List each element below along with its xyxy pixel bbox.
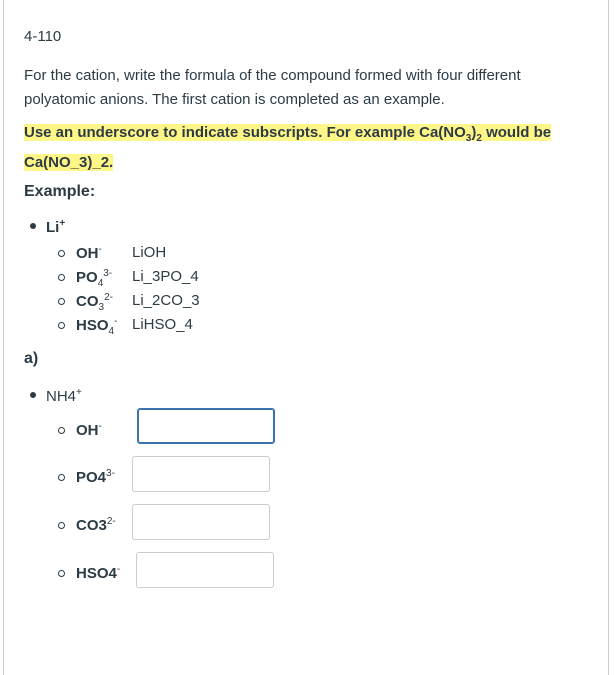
question-number: 4-110 — [24, 28, 62, 45]
highlight-sub1: 3 — [465, 133, 472, 144]
answer-input-co3[interactable] — [132, 504, 270, 540]
answer-input-oh[interactable] — [137, 408, 275, 444]
example-anion-charge: - — [114, 316, 118, 327]
part-a-label: a) — [24, 350, 39, 367]
example-cation — [30, 218, 65, 236]
example-anion: HSO — [76, 317, 109, 334]
circle-bullet-icon — [58, 522, 65, 529]
part-a-anion-co3 — [58, 516, 116, 534]
example-anion-charge: 2- — [104, 292, 113, 303]
example-anion-sub: 4 — [97, 278, 104, 289]
part-a-cation-charge: + — [76, 387, 82, 398]
bullet-icon — [30, 223, 36, 229]
example-label: Example: — [24, 183, 96, 200]
example-row — [58, 268, 358, 289]
bullet-icon — [30, 392, 36, 398]
part-a-anion: OH — [76, 422, 99, 439]
example-anion: CO — [76, 293, 99, 310]
part-a-cation-symbol: NH4 — [46, 388, 77, 405]
example-formula: LiOH — [132, 244, 167, 261]
part-a-anion-po4 — [58, 468, 115, 486]
circle-bullet-icon — [58, 474, 65, 481]
part-a-anion-charge: - — [116, 564, 121, 575]
example-anion: OH — [76, 245, 99, 262]
answer-input-hso4[interactable] — [136, 552, 274, 588]
example-formula: LiHSO_4 — [132, 316, 193, 333]
example-row — [58, 292, 358, 313]
part-a-cation — [30, 387, 82, 405]
example-formula: Li_2CO_3 — [132, 292, 200, 309]
highlight-part3: would be Ca(NO_3)_2. — [24, 124, 552, 171]
example-anion: PO — [76, 269, 98, 286]
example-cation-charge: + — [59, 218, 66, 229]
part-a-anion-hso4 — [58, 564, 120, 582]
example-row — [58, 244, 358, 262]
part-a-anion: PO4 — [76, 469, 107, 486]
example-anion-charge: - — [98, 244, 102, 255]
circle-bullet-icon — [58, 298, 65, 305]
example-cation-symbol: Li — [46, 219, 60, 236]
example-formula: Li_3PO_4 — [132, 268, 199, 285]
circle-bullet-icon — [58, 570, 65, 577]
example-anion-sub: 4 — [108, 326, 115, 337]
circle-bullet-icon — [58, 250, 65, 257]
part-a-anion-charge: - — [98, 421, 102, 432]
circle-bullet-icon — [58, 427, 65, 434]
instructions-text: For the cation, write the formula of the compound formed with four different polyatomic anions. The first cation is completed as an example. — [24, 67, 521, 108]
highlight-part2: ) — [471, 124, 477, 141]
part-a-anion-oh — [58, 421, 102, 439]
highlight-part1: Use an underscore to indicate subscripts. For example Ca(NO — [24, 124, 466, 141]
example-anion-sub: 3 — [98, 302, 105, 313]
example-row — [58, 316, 358, 337]
part-a-anion-charge: 2- — [106, 516, 116, 527]
subscript-instruction — [24, 121, 564, 175]
part-a-anion: HSO4 — [76, 565, 117, 582]
circle-bullet-icon — [58, 322, 65, 329]
part-a-anion: CO3 — [76, 517, 107, 534]
answer-input-po4[interactable] — [132, 456, 270, 492]
highlight-sub2: 2 — [476, 133, 482, 144]
circle-bullet-icon — [58, 274, 65, 281]
example-anion-charge: 3- — [103, 268, 113, 279]
part-a-anion-charge: 3- — [106, 468, 115, 479]
